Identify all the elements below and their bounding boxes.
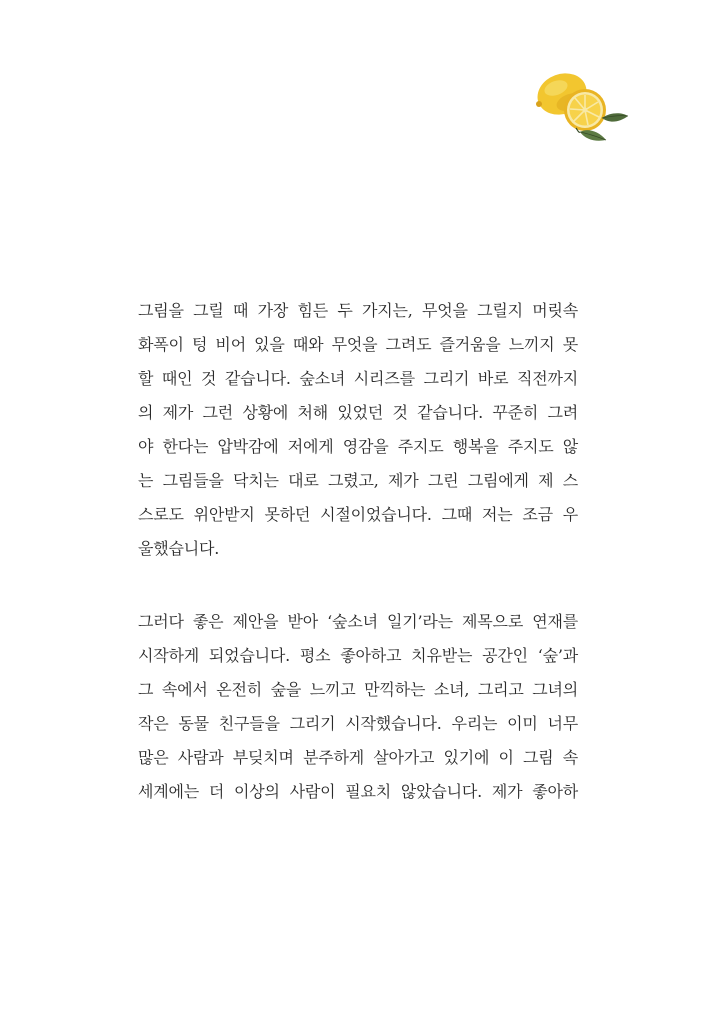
text-line: 할 때인 것 같습니다. 숲소녀 시리즈를 그리기 바로 직전까지 bbox=[138, 369, 578, 388]
text-line: 시작하게 되었습니다. 평소 좋아하고 치유받는 공간인 ‘숲’과 bbox=[138, 646, 578, 665]
text-line: 울했습니다. bbox=[138, 539, 220, 558]
text-line: 그러다 좋은 제안을 받아 ‘숲소녀 일기’라는 제목으로 연재를 bbox=[138, 612, 578, 631]
text-line: 스로도 위안받지 못하던 시절이었습니다. 그때 저는 조금 우 bbox=[138, 505, 578, 524]
text-line: 의 제가 그런 상황에 처해 있었던 것 같습니다. 꾸준히 그려 bbox=[138, 403, 578, 422]
text-line: 는 그림들을 닥치는 대로 그렸고, 제가 그린 그림에게 제 스 bbox=[138, 471, 578, 490]
paragraph-1 bbox=[138, 294, 578, 566]
text-line: 작은 동물 친구들을 그리기 시작했습니다. 우리는 이미 너무 bbox=[138, 714, 578, 733]
text-line: 그 속에서 온전히 숲을 느끼고 만끽하는 소녀, 그리고 그녀의 bbox=[138, 680, 578, 699]
text-line: 세계에는 더 이상의 사람이 필요치 않았습니다. 제가 좋아하 bbox=[138, 782, 578, 801]
text-line: 많은 사람과 부딪치며 분주하게 살아가고 있기에 이 그림 속 bbox=[138, 748, 578, 767]
text-line: 화폭이 텅 비어 있을 때와 무엇을 그려도 즐거움을 느끼지 못 bbox=[138, 335, 578, 354]
text-line: 야 한다는 압박감에 저에게 영감을 주지도 행복을 주지도 않 bbox=[138, 437, 578, 456]
text-line: 그림을 그릴 때 가장 힘든 두 가지는, 무엇을 그릴지 머릿속 bbox=[138, 301, 578, 320]
lemon-icon bbox=[528, 64, 632, 150]
paragraph-2 bbox=[138, 605, 578, 809]
body-text bbox=[138, 294, 578, 809]
